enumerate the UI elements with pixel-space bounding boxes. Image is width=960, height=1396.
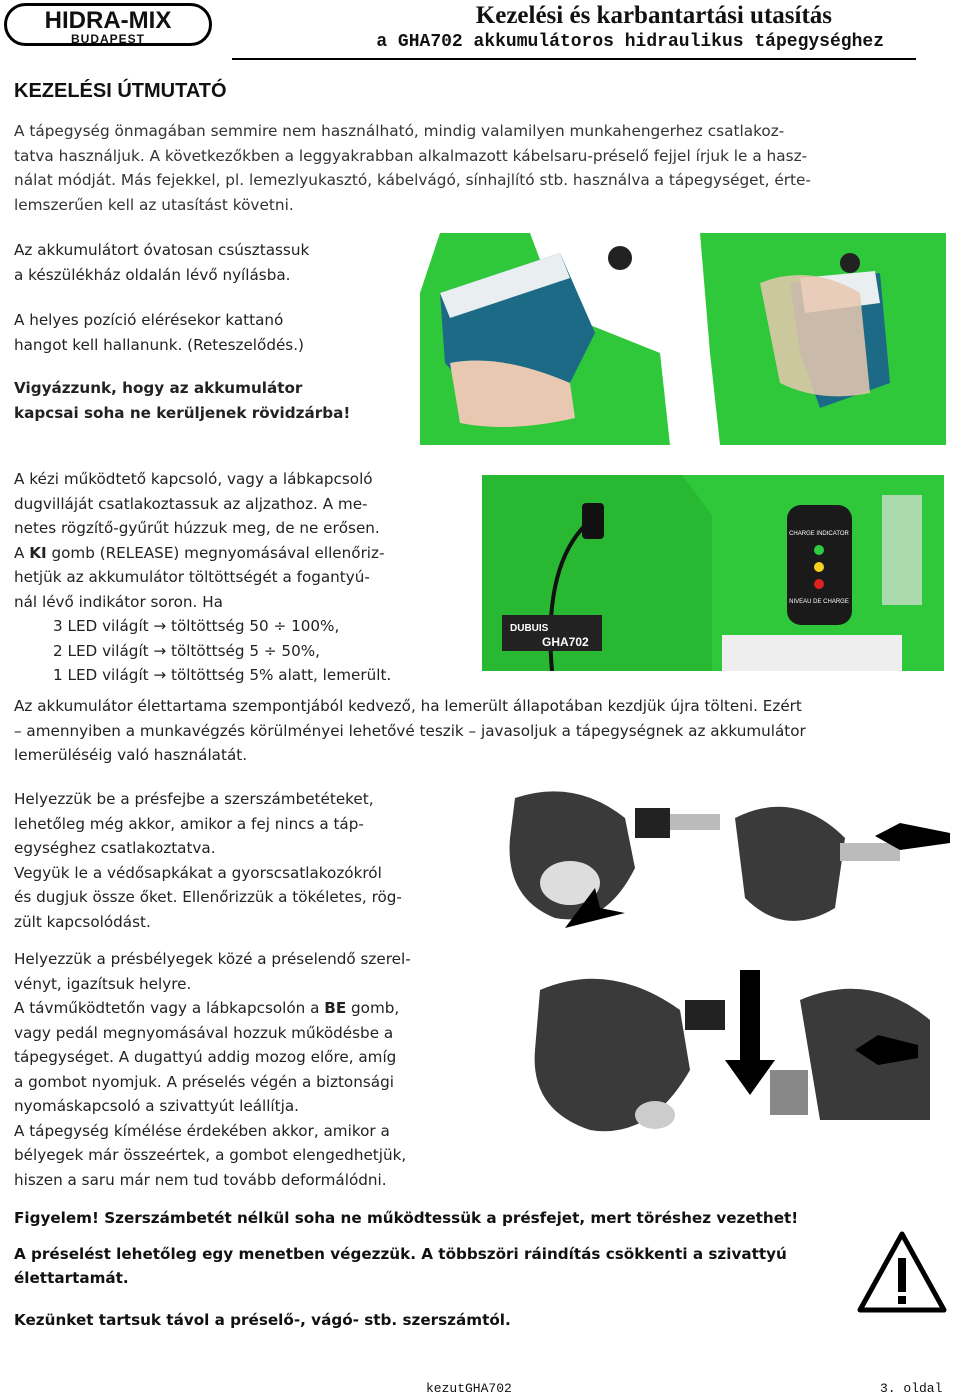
tool-line: Vegyük le a védősapkákat a gyorscsatlakozókról [14,863,382,882]
switch-line-post: gomb (RELEASE) megnyomásával ellenőriz- [46,543,385,562]
led-count: 2 LED világít [53,641,149,660]
switch-instructions [14,467,484,688]
battery-line: hangot kell hallanunk. (Reteszelődés.) [14,335,304,354]
battery-warning [14,376,414,425]
battery-instructions [14,238,404,287]
switch-line: hetjük az akkumulátor töltöttségét a fogantyú- [14,568,370,586]
nipple-left [670,814,720,830]
tool-line: Helyezzük be a présfejbe a szerszámbetéteket, [14,790,374,808]
press-line: Helyezzük a présbélyegek közé a préselendő szerel- [14,950,411,968]
warning-single-pass [14,1242,874,1290]
model-label: GHA702 [542,635,589,649]
led-line [14,663,484,688]
lifetime-line: – amennyiben a munkavégzés körülményei lehetővé teszik – javasoljuk a tápegységnek az akkumulátor [14,721,806,740]
arrow-right-icon: → [153,666,167,684]
arrow-right-icon: → [153,641,167,660]
press-line: vagy pedál megnyomásával hozzuk működésbe a [14,1023,394,1042]
battery-line: A helyes pozíció elérésekor kattanó [14,311,284,329]
warning-tool-insert: Figyelem! Szerszámbetét nélkül soha ne működtessük a présfejet, mert töréshez vezethet! [14,1209,799,1227]
coupling [685,1000,725,1030]
intro-line: tatva használjuk. A következőkben a leggyakrabban alkalmazott kábelsaru-préselő fejjel írjuk le a hasz- [14,146,808,165]
led-charge: töltöttség 5% alatt, lemerült. [171,666,392,684]
led-charge: töltöttség 50 ÷ 100%, [171,617,340,635]
indicator-bottom-label: NIVEAU DE CHARGE [789,599,849,605]
switch-line: dugvilláját csatlakoztassuk az aljzathoz. A me- [14,494,368,513]
knob-right [840,253,860,273]
section-title: KEZELÉSI ÚTMUTATÓ [14,80,227,102]
plug-connector [582,503,604,539]
handle [882,495,922,605]
document-subtitle: a GHA702 akkumulátoros hidraulikus tápegységhez [376,32,884,52]
led-line [14,614,484,639]
press-line: hiszen a saru már nem tud tovább deformálódni. [14,1170,387,1189]
led-count: 1 LED világít [53,666,149,684]
press-head-insert-photos [495,778,950,940]
warning-line: A préselést lehetőleg egy menetben végezzük. A többszöri ráindítás csökkenti a szivattyú [14,1245,787,1263]
intro-line: nálat módját. Más fejekkel, pl. lemezlyukasztó, kábelvágó, sínhajlító stb. használva a tápegységet, érte- [14,171,811,189]
led-yellow [814,562,824,572]
knob-left [608,246,632,270]
logo-sub-text: BUDAPEST [70,32,145,46]
warning-line: élettartamát. [14,1269,129,1287]
charge-indicator-photo [482,475,944,671]
exclamation-bar [898,1258,906,1292]
battery-insertion-photo [420,233,946,445]
tool-line: lehetőleg még akkor, amikor a fej nincs a táp- [14,814,364,833]
switch-line: A kézi működtető kapcsoló, vagy a lábkapcsoló [14,470,373,488]
document-title: Kezelési és karbantartási utasítás [475,2,832,29]
led-green [814,545,824,555]
warning-hands-away: Kezünket tartsuk távol a préselő-, vágó- stb. szerszámtól. [14,1311,511,1329]
pressing-photos [500,950,950,1150]
press-line [14,996,504,1021]
press-line: tápegységet. A dugattyú addig mozog előre, amíg [14,1048,397,1066]
tool-line: egységhez csatlakoztatva. [14,839,216,857]
press-line: nyomáskapcsoló a szivattyút leállítja. [14,1097,299,1115]
footer-page-number: 3. oldal [880,1381,943,1396]
press-line: A tápegység kímélése érdekében akkor, amikor a [14,1121,390,1140]
press-line: bélyegek már összeértek, a gombot elengedhetjük, [14,1146,407,1164]
battery-line: a készülékház oldalán lévő nyílásba. [14,265,291,284]
battery-label [722,635,902,671]
exclamation-dot [898,1296,906,1304]
lifetime-paragraph [14,694,949,768]
battery-click-text [14,308,404,357]
company-logo [4,3,212,46]
switch-line: nál lévő indikátor soron. Ha [14,592,223,611]
switch-line-pre: A [14,543,30,562]
press-line: a gombot nyomjuk. A préselés végén a biztonsági [14,1072,394,1091]
led-red [814,579,824,589]
footer-doc-code: kezutGHA702 [426,1381,512,1396]
press-line: vényt, igazítsuk helyre. [14,974,192,993]
nipple-right [840,843,900,861]
arrow-right-icon: → [153,617,167,635]
brand-label: DUBUIS [510,623,549,634]
logo-main-text: HIDRA-MIX [44,7,172,34]
battery-warning-line: kapcsai soha ne kerüljenek rövidzárba! [14,403,351,422]
press-line-post: gomb, [346,999,400,1017]
tool-line: és dugjuk össze őket. Ellenőrizzük a tökéletes, rög- [14,888,402,906]
battery-warning-line: Vigyázzunk, hogy az akkumulátor [14,379,303,397]
intro-paragraph [14,119,944,217]
lifetime-line: lemerüléséig való használatát. [14,746,248,764]
switch-line: netes rögzítő-gyűrűt húzzuk meg, de ne erősen. [14,519,380,537]
intro-line: lemszerűen kell az utasítást követni. [14,195,294,214]
indicator-top-label: CHARGE INDICATOR [789,531,849,537]
press-line-pre: A távműködtetőn vagy a lábkapcsolón a [14,999,325,1017]
switch-line [14,541,484,566]
led-charge: töltöttség 5 ÷ 50%, [171,641,320,660]
pressing-instructions [14,947,504,1192]
intro-line: A tápegység önmagában semmire nem használható, mindig valamilyen munkahengerhez csatlakoz- [14,122,785,140]
lifetime-line: Az akkumulátor élettartama szempontjából kedvező, ha lemerült állapotában kezdjük újra tölteni. Ezért [14,697,802,715]
coupling-left [635,808,670,838]
led-line [14,639,484,664]
battery-line: Az akkumulátort óvatosan csúsztassuk [14,241,310,259]
ki-button-label: KI [29,543,47,562]
warning-triangle-icon [856,1230,948,1314]
cable-lug [635,1101,675,1129]
tool-insert-instructions [14,787,494,934]
header-rule [232,58,916,60]
led-count: 3 LED világít [53,617,149,635]
tool-line: zült kapcsolódást. [14,912,151,931]
foot-switch [770,1070,808,1115]
be-button-label: BE [324,999,347,1017]
